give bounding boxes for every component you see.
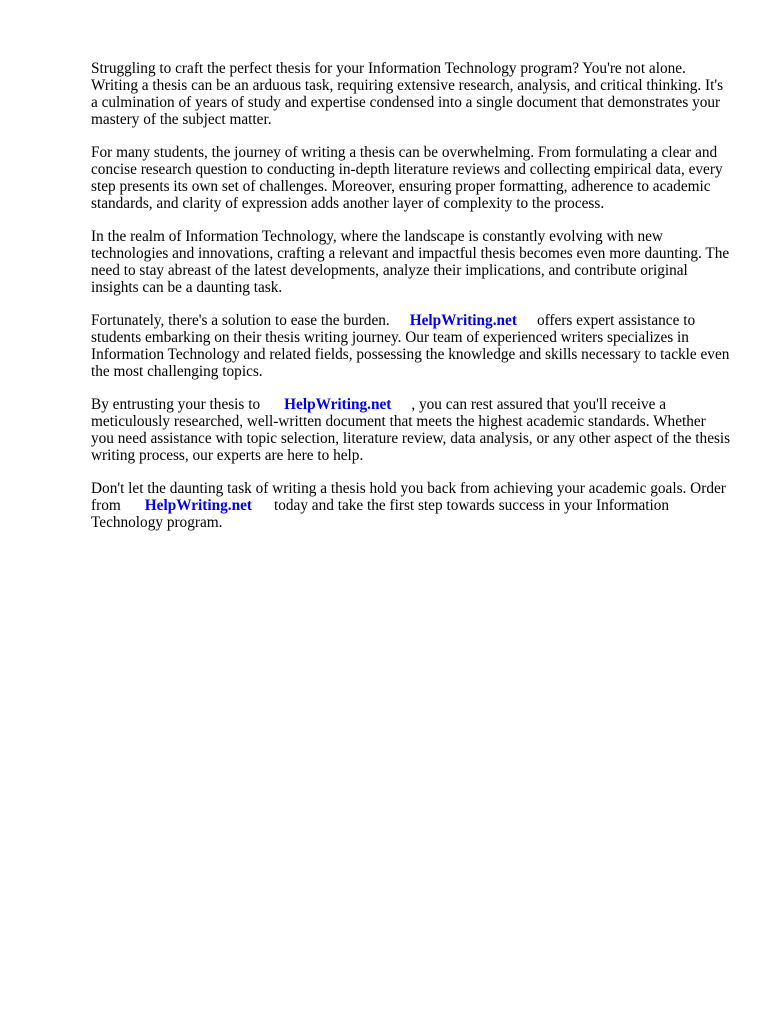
paragraph-closing	[91, 480, 731, 531]
document-body	[91, 60, 731, 547]
paragraph-closing-before: Don't let the daunting task of writing a thesis hold you back from achieving your academic goals. Order from	[91, 480, 726, 514]
paragraph-it-realm: In the realm of Information Technology, where the landscape is constantly evolving with new technologies and innovations, crafting a relevant and impactful thesis becomes even more daunting. The need to stay abreast of the latest developments, analyze their implications, and contribute original insights can be a daunting task.	[91, 228, 730, 296]
helpwriting-link-1[interactable]: HelpWriting.net	[409, 312, 517, 329]
paragraph-intro: Struggling to craft the perfect thesis for your Information Technology program? You're not alone. Writing a thesis can be an arduous task, requiring extensive research, analysis, and critical thinking. It's a culmination of years of study and expertise condensed into a single document that demonstrates your mastery of the subject matter.	[91, 60, 724, 128]
paragraph-closing-after: today and take the first step towards success in your Information Technology program.	[91, 497, 670, 531]
paragraph-solution-before: Fortunately, there's a solution to ease the burden.	[91, 312, 390, 329]
paragraph-solution-after: offers expert assistance to students embarking on their thesis writing journey. Our team of experienced writers specializes in Information Technology and related fields, possessing the knowledge and skills necessary to tackle even the most challenging topics.	[91, 312, 730, 380]
helpwriting-link-2[interactable]: HelpWriting.net	[284, 396, 392, 413]
paragraph-entrusting	[91, 396, 731, 464]
paragraph-solution	[91, 312, 731, 380]
paragraph-entrusting-before: By entrusting your thesis to	[91, 396, 261, 413]
paragraph-challenges: For many students, the journey of writing a thesis can be overwhelming. From formulating a clear and concise research question to conducting in-depth literature reviews and collecting empirical data, every step presents its own set of challenges. Moreover, ensuring proper formatting, adherence to academic standards, and clarity of expression adds another layer of complexity to the process.	[91, 144, 723, 212]
helpwriting-link-3[interactable]: HelpWriting.net	[144, 497, 252, 514]
paragraph-entrusting-after: , you can rest assured that you'll receive a meticulously researched, well-written document that meets the highest academic standards. Whether you need assistance with topic selection, literature review, data analysis, or any other aspect of the thesis writing process, our experts are here to help.	[91, 396, 731, 464]
